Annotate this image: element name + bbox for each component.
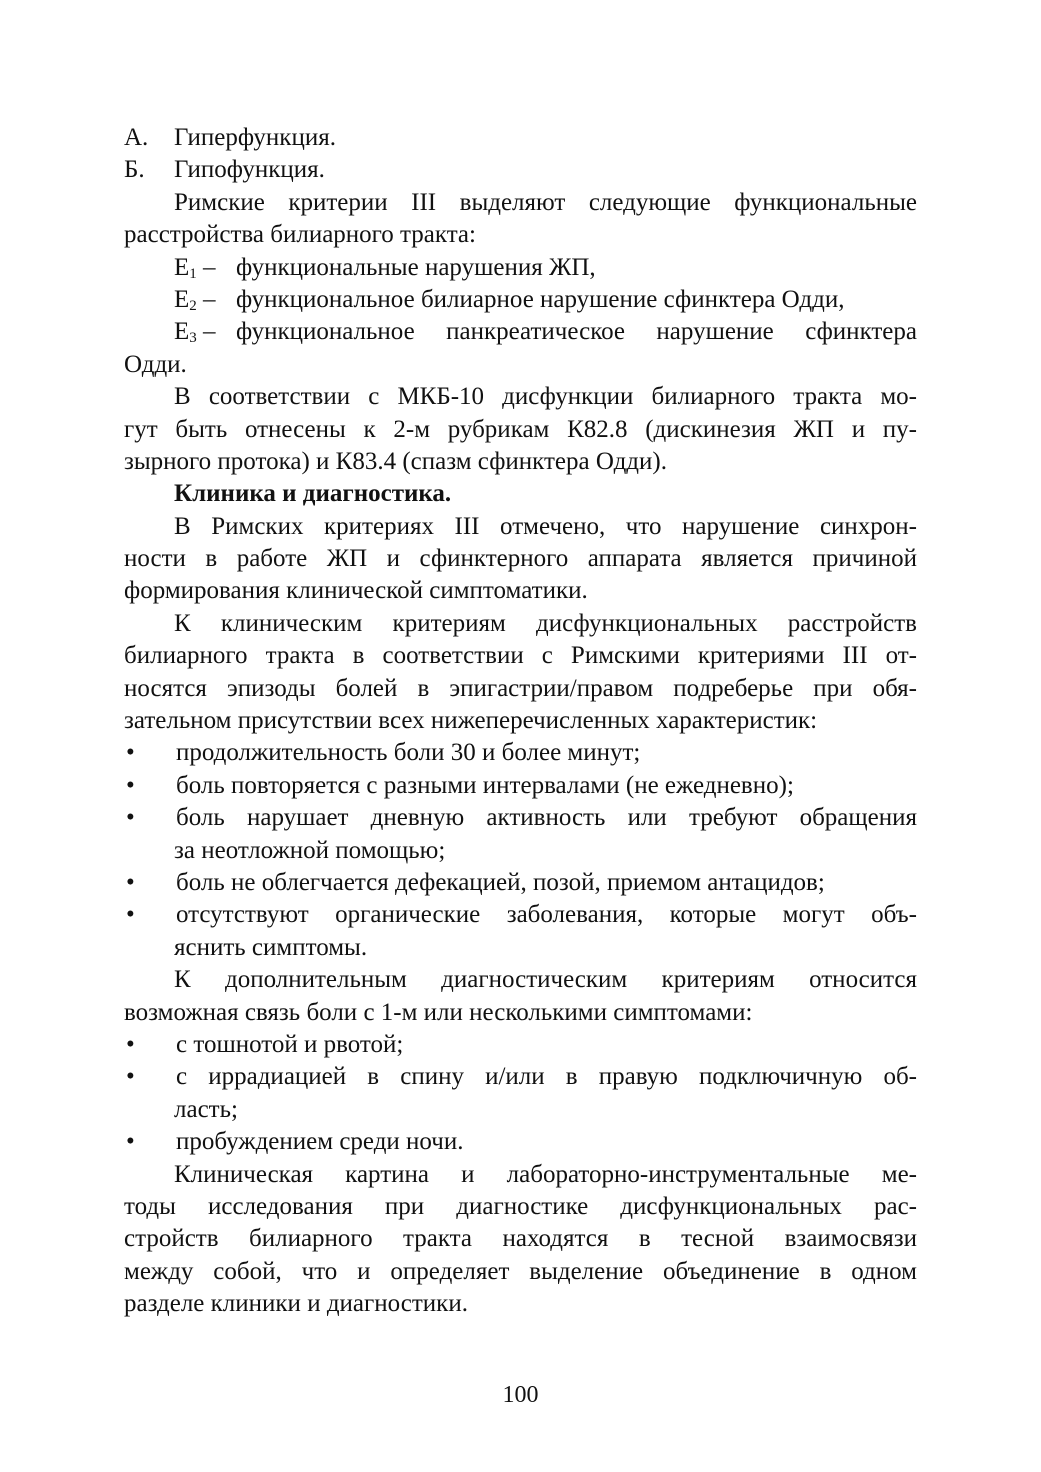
bullet-item — [124, 899, 917, 931]
paragraph-line: Клиническая картина и лабораторно-инструментальные ме- — [174, 1160, 917, 1188]
list-marker: Б. — [124, 156, 145, 184]
bullet-text: продолжительность боли 30 и более минут; — [176, 739, 641, 767]
paragraph-line: стройств билиарного тракта находятся в тесной взаимосвязи — [124, 1225, 917, 1253]
bullet-text: боль повторяется с разными интервалами (не ежедневно); — [176, 771, 794, 799]
bullet-icon: • — [126, 1063, 135, 1091]
bullet-text: с тошнотой и рвотой; — [176, 1030, 404, 1058]
bullet-continuation: яснить симптомы. — [174, 933, 368, 961]
paragraph-line: Римские критерии III выделяют следующие функциональные — [174, 188, 917, 216]
paragraph-line: билиарного тракта в соответствии с Римскими критериями III от- — [124, 642, 917, 670]
bullet-item — [124, 802, 917, 834]
paragraph-line: между собой, что и определяет выделение объединение в одном — [124, 1257, 917, 1285]
bullet-continuation: ласть; — [174, 1095, 238, 1123]
bullet-icon: • — [126, 739, 135, 767]
criterion-subscript: 2 — [189, 297, 197, 314]
paragraph-line: гут быть отнесены к 2-м рубрикам К82.8 (дискинезия ЖП и пу- — [124, 415, 917, 443]
criterion-text: функциональное панкреатическое нарушение сфинктера — [236, 318, 917, 346]
bullet-text: боль не облегчается дефекацией, позой, приемом антацидов; — [176, 868, 825, 896]
criterion-e1 — [124, 252, 917, 284]
page-number: 100 — [502, 1382, 539, 1408]
bullet-item — [124, 867, 917, 899]
bullet-item — [124, 737, 917, 769]
paragraph-line: зательном присутствии всех нижеперечисленных характеристик: — [124, 707, 818, 735]
bullet-text: боль нарушает дневную активность или требуют обращения — [176, 804, 917, 832]
bullet-icon: • — [126, 804, 135, 832]
criterion-dash: – — [196, 285, 216, 313]
paragraph-line: носятся эпизоды болей в эпигастрии/правом подреберье при обя- — [124, 674, 917, 702]
criterion-text: функциональное билиарное нарушение сфинктера Одди, — [236, 285, 845, 313]
bullet-icon: • — [126, 1030, 135, 1058]
paragraph-line: К дополнительным диагностическим критериям относится — [174, 966, 917, 994]
bullet-item — [124, 1061, 917, 1093]
paragraph-line: ности в работе ЖП и сфинктерного аппарата является причиной — [124, 545, 917, 573]
bullet-icon: • — [126, 771, 135, 799]
paragraph-line: возможная связь боли с 1-м или несколькими симптомами: — [124, 998, 753, 1026]
paragraph-line: формирования клинической симптоматики. — [124, 577, 588, 605]
page-body — [124, 122, 917, 1320]
list-item-b — [124, 154, 917, 186]
paragraph-line: В соответствии с МКБ-10 дисфункции билиарного тракта мо- — [174, 383, 917, 411]
paragraph-line: В Римских критериях III отмечено, что нарушение синхрон- — [174, 512, 917, 540]
list-marker: А. — [124, 124, 149, 151]
criterion-letter: E — [174, 253, 190, 281]
paragraph-line: К клиническим критериям дисфункциональных расстройств — [174, 609, 917, 637]
list-text: Гипофункция. — [174, 156, 325, 184]
bullet-item — [124, 770, 917, 802]
paragraph-line: зырного протока) и К83.4 (спазм сфинктера Одди). — [124, 447, 667, 475]
criterion-subscript: 1 — [189, 265, 197, 282]
bullet-text: пробуждением среди ночи. — [176, 1128, 464, 1156]
list-text: Гиперфункция. — [174, 124, 336, 151]
criterion-letter: E — [174, 318, 190, 346]
criterion-tail: Одди. — [124, 350, 187, 378]
bullet-item — [124, 1029, 917, 1061]
bullet-icon: • — [126, 901, 135, 929]
bullet-icon: • — [126, 1128, 135, 1156]
criterion-e2 — [124, 284, 917, 316]
criterion-text: функциональные нарушения ЖП, — [236, 253, 596, 281]
bullet-icon: • — [126, 868, 135, 896]
bullet-text: с иррадиацией в спину и/или в правую подключичную об- — [176, 1063, 917, 1091]
criterion-e3 — [124, 316, 917, 348]
paragraph-line: тоды исследования при диагностике дисфункциональных рас- — [124, 1192, 917, 1220]
criterion-letter: E — [174, 285, 190, 313]
section-heading: Клиника и диагностика. — [174, 480, 452, 508]
bullet-item — [124, 1126, 917, 1158]
criterion-dash: – — [196, 318, 216, 346]
paragraph-line: разделе клиники и диагностики. — [124, 1290, 468, 1318]
paragraph-line: расстройства билиарного тракта: — [124, 221, 476, 249]
bullet-continuation: за неотложной помощью; — [174, 836, 446, 864]
criterion-subscript: 3 — [189, 330, 197, 347]
bullet-text: отсутствуют органические заболевания, которые могут объ- — [176, 901, 917, 929]
list-item-a — [124, 122, 917, 154]
criterion-dash: – — [196, 253, 216, 281]
